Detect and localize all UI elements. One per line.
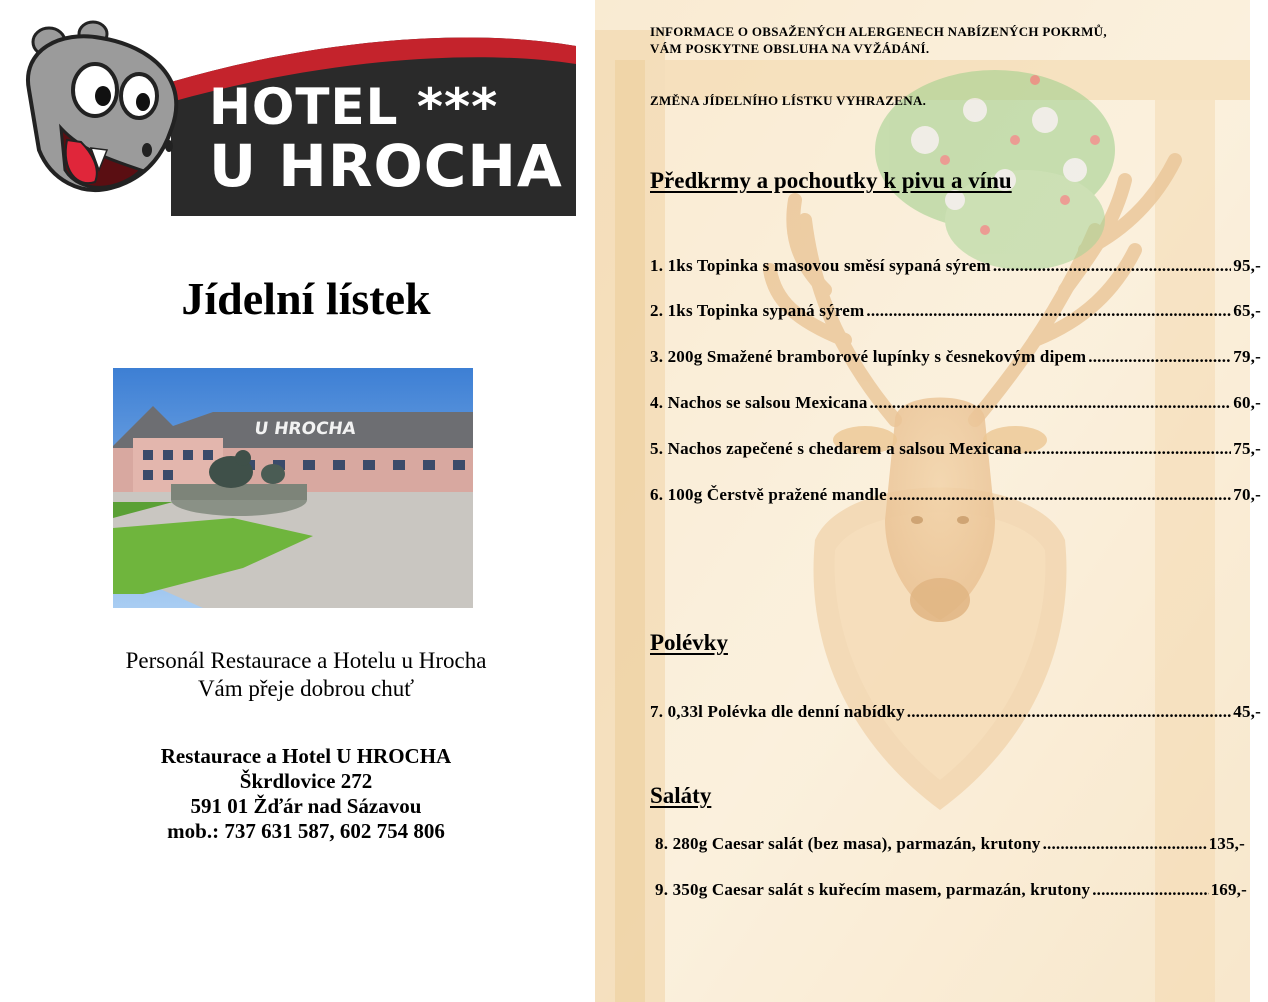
- menu-title: Jídelní lístek: [181, 273, 431, 324]
- greeting-line2: Vám přeje dobrou chuť: [197, 676, 415, 701]
- right-page: [595, 0, 1268, 1002]
- item-name: 3. 200g Smažené bramborové lupínky s česnekovým dipem: [650, 347, 1087, 366]
- item-price: 45,-: [1233, 702, 1261, 721]
- contact-address: [0, 744, 612, 844]
- logo-line2: U HROCHA: [209, 132, 563, 200]
- allergen-notice-line1: INFORMACE O OBSAŽENÝCH ALERGENECH NABÍZENÝCH POKRMŮ,: [650, 24, 1107, 39]
- left-page: [0, 0, 595, 1002]
- address-phone: mob.: 737 631 587, 602 754 806: [167, 819, 445, 843]
- menu-item: [650, 439, 1261, 459]
- menu-item: [650, 256, 1261, 276]
- hotel-photo: [113, 368, 473, 608]
- item-dots: [866, 301, 1231, 321]
- section-title-appetizers: Předkrmy a pochoutky k pivu a vínu: [650, 168, 1012, 193]
- item-price: 169,-: [1210, 880, 1247, 899]
- hippo-mascot-icon: [21, 20, 221, 216]
- item-dots: [889, 485, 1231, 505]
- item-name: 9. 350g Caesar salát s kuřecím masem, parmazán, krutony: [655, 880, 1091, 899]
- item-dots: [1092, 880, 1208, 900]
- address-city: 591 01 Žďár nad Sázavou: [190, 794, 422, 818]
- item-dots: [1024, 439, 1232, 459]
- svg-text:U HROCHA: U HROCHA: [253, 419, 358, 439]
- menu-item: [655, 880, 1247, 900]
- logo-line1: HOTEL ***: [209, 78, 499, 136]
- section-title-salads: Saláty: [650, 783, 712, 808]
- item-name: 8. 280g Caesar salát (bez masa), parmazán, krutony: [655, 834, 1041, 853]
- item-price: 79,-: [1233, 347, 1261, 366]
- item-price: 70,-: [1233, 485, 1261, 504]
- greeting: [0, 647, 612, 703]
- address-name: Restaurace a Hotel U HROCHA: [160, 744, 452, 768]
- allergen-notice-line2: VÁM POSKYTNE OBSLUHA NA VYŽÁDÁNÍ.: [650, 41, 930, 56]
- item-name: 2. 1ks Topinka sypaná sýrem: [650, 301, 865, 320]
- menu-item: [650, 485, 1261, 505]
- item-price: 95,-: [1233, 256, 1261, 275]
- item-dots: [907, 702, 1232, 722]
- menu-item: [650, 702, 1261, 722]
- hotel-logo: [21, 20, 576, 216]
- item-price: 135,-: [1208, 834, 1245, 853]
- item-dots: [993, 256, 1231, 276]
- item-dots: [870, 393, 1232, 413]
- address-street: Škrdlovice 272: [239, 769, 373, 793]
- item-name: 6. 100g Čerstvě pražené mandle: [650, 485, 887, 504]
- item-price: 60,-: [1233, 393, 1261, 412]
- item-price: 75,-: [1233, 439, 1261, 458]
- item-dots: [1088, 347, 1231, 367]
- item-name: 5. Nachos zapečené s chedarem a salsou Mexicana: [650, 439, 1022, 458]
- item-name: 1. 1ks Topinka s masovou směsí sypaná sýrem: [650, 256, 991, 275]
- item-dots: [1043, 834, 1207, 854]
- item-price: 65,-: [1233, 301, 1261, 320]
- section-title-soups: Polévky: [650, 630, 728, 655]
- item-name: 7. 0,33l Polévka dle denní nabídky: [650, 702, 905, 721]
- menu-change-notice: ZMĚNA JÍDELNÍHO LÍSTKU VYHRAZENA.: [650, 93, 927, 108]
- item-name: 4. Nachos se salsou Mexicana: [650, 393, 868, 412]
- menu-item: [650, 347, 1261, 367]
- menu-item: [655, 834, 1245, 854]
- menu-item: [650, 301, 1261, 321]
- greeting-line1: Personál Restaurace a Hotelu u Hrocha: [125, 648, 487, 673]
- menu-item: [650, 393, 1261, 413]
